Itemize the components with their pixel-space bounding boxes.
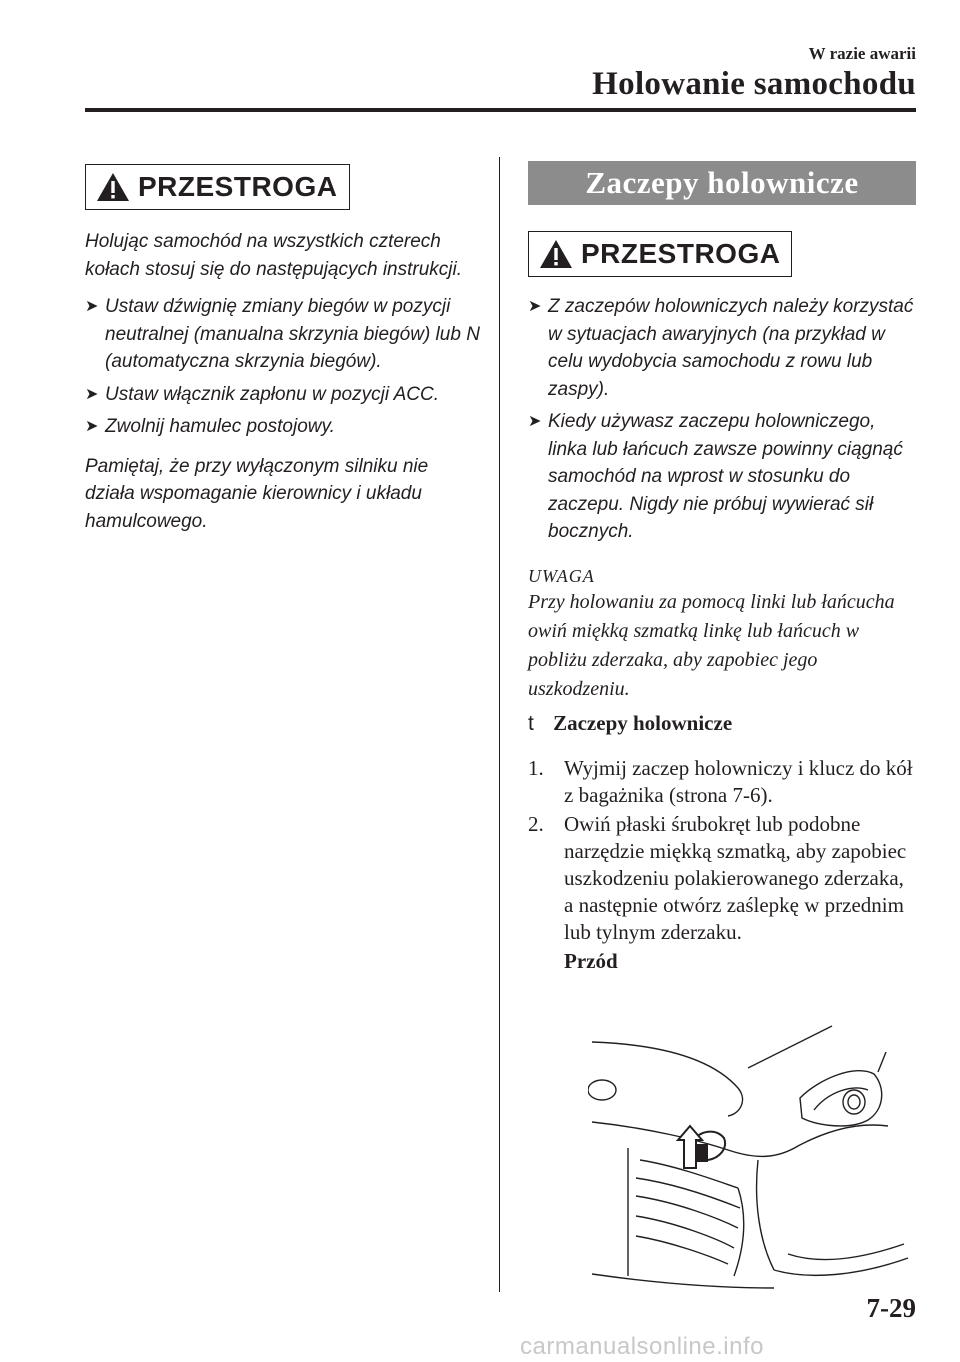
bullet-text: Kiedy używasz zaczepu holowniczego, linka lub łańcuch zawsze powinny ciągnąć samochód na wprost w stosunku do zaczepu. Nigdy nie próbuj wywierać sił bocznych. bbox=[548, 411, 903, 542]
arrow-bullet-icon: ➤ bbox=[85, 385, 99, 403]
watermark: carmanualsonline.info bbox=[520, 1333, 764, 1360]
bullet-text: Ustaw włącznik zapłonu w pozycji ACC. bbox=[105, 383, 440, 405]
caution-box-right bbox=[528, 231, 792, 277]
front-bumper-illustration bbox=[588, 1018, 918, 1293]
outro-paragraph: Pamiętaj, że przy wyłączonym silniku nie działa wspomaganie kierownicy i układu hamulcowego. bbox=[85, 455, 429, 532]
bullet-text: Ustaw dźwignię zmiany biegów w pozycji neutralnej (manualna skrzynia biegów) lub N (automatyczna skrzynia biegów). bbox=[105, 296, 480, 372]
left-text-block bbox=[85, 228, 480, 535]
list-item bbox=[85, 413, 480, 441]
step-item bbox=[528, 811, 916, 946]
step-text: Owiń płaski śrubokręt lub podobne narzędzie miękką szmatką, aby zapobiec uszkodzeniu polakierowanego zderzaka, a następnie otwórz zaślepkę w przednim lub tylnym zderzaku. bbox=[564, 812, 907, 944]
step-number: 1. bbox=[528, 756, 544, 780]
arrow-bullet-icon: ➤ bbox=[528, 413, 542, 430]
note-body: Przy holowaniu za pomocą linki lub łańcucha owiń miękką szmatką linkę lub łańcuch w pobliżu zderzaka, aby zapobiec jego uszkodzeniu. bbox=[528, 591, 895, 700]
warning-icon bbox=[96, 172, 130, 202]
intro-paragraph: Holując samochód na wszystkich czterech kołach stosuj się do następujących instrukcji. bbox=[85, 231, 463, 280]
steps-list bbox=[528, 755, 916, 975]
step-item bbox=[528, 755, 916, 809]
subheading-marker: t bbox=[528, 712, 534, 735]
section-banner: Zaczepy holownicze bbox=[528, 161, 916, 205]
page-title: Holowanie samochodu bbox=[592, 66, 916, 102]
subheading-text: Zaczepy holownicze bbox=[553, 711, 733, 735]
warning-icon bbox=[539, 239, 573, 269]
list-item bbox=[85, 293, 480, 376]
arrow-bullet-icon: ➤ bbox=[85, 298, 99, 315]
right-caution-list bbox=[528, 293, 918, 551]
bullet-text: Z zaczepów holowniczych należy korzystać w sytuacjach awaryjnych (na przykład w celu wydobycia samochodu z rowu lub zaspy). bbox=[548, 296, 914, 400]
list-item bbox=[528, 408, 918, 546]
figure-label: Przód bbox=[564, 949, 618, 973]
arrow-bullet-icon: ➤ bbox=[85, 418, 99, 435]
subheading bbox=[528, 711, 732, 736]
note-title: UWAGA bbox=[528, 566, 595, 586]
caution-box-left bbox=[85, 164, 350, 210]
header-rule bbox=[85, 108, 916, 112]
arrow-bullet-icon: ➤ bbox=[528, 298, 542, 315]
bullet-text: Zwolnij hamulec postojowy. bbox=[105, 416, 335, 437]
list-item bbox=[528, 293, 918, 403]
list-item bbox=[85, 381, 480, 409]
caution-label: PRZESTROGA bbox=[138, 171, 338, 202]
section-label: W razie awarii bbox=[808, 44, 916, 63]
column-divider bbox=[499, 157, 500, 1292]
step-text: Wyjmij zaczep holowniczy i klucz do kół z bagażnika (strona 7-6). bbox=[564, 756, 913, 807]
page-number: 7-29 bbox=[866, 1293, 916, 1323]
step-number: 2. bbox=[528, 812, 544, 836]
caution-label: PRZESTROGA bbox=[581, 238, 781, 269]
